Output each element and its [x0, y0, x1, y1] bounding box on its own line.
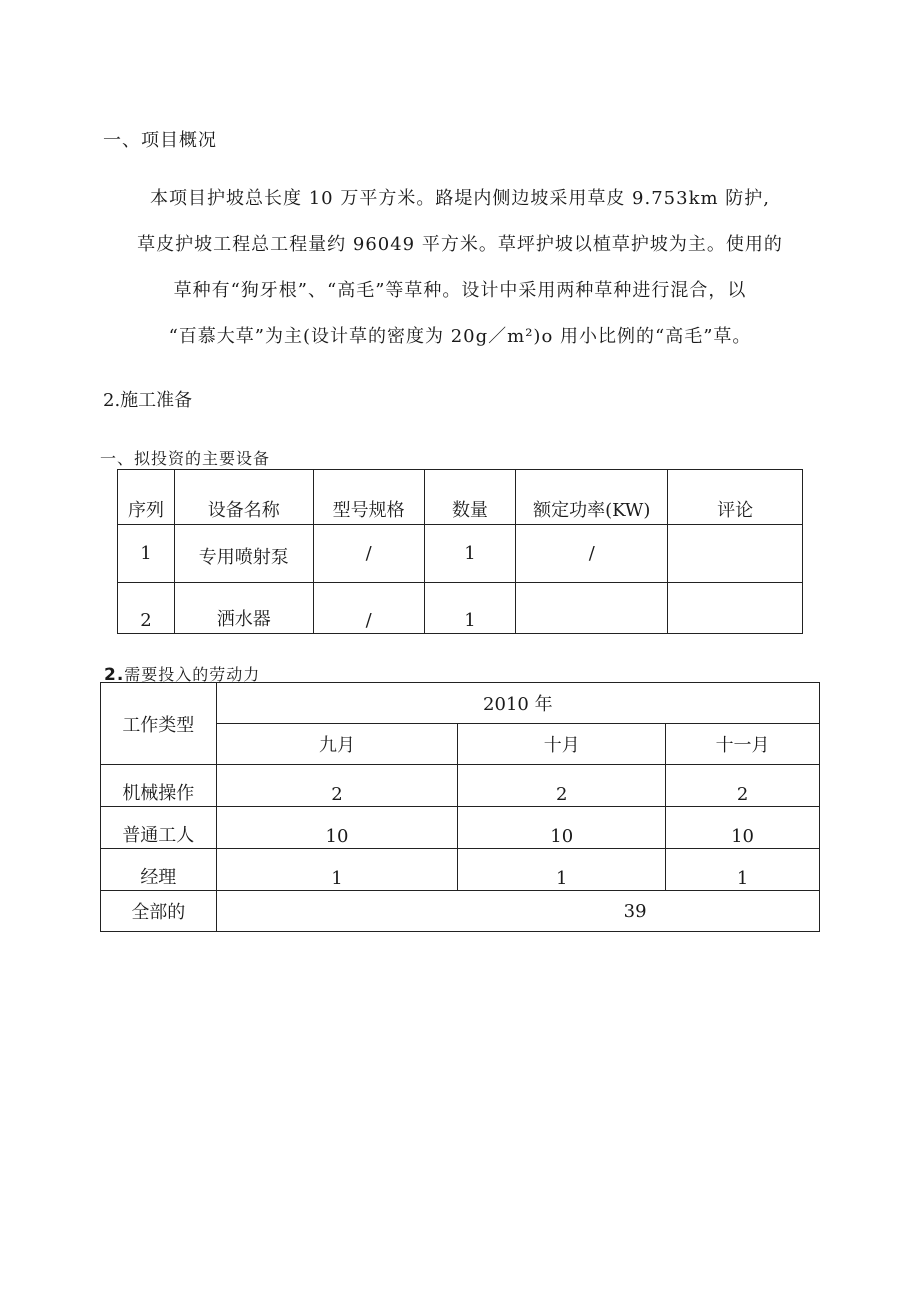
work-type-cell: 机械操作	[101, 765, 217, 807]
table-row	[101, 807, 820, 849]
equipment-header-cell: 额定功率(KW)	[516, 470, 668, 525]
overview-line-2: 草皮护坡工程总工程量约 96049 平方米。草坪护坡以植草护坡为主。使用的	[137, 234, 783, 255]
equipment-table-header-row	[118, 470, 803, 525]
total-value-cell: 39	[216, 891, 819, 932]
labor-count-cell: 2	[216, 765, 458, 807]
equipment-cell: /	[313, 525, 424, 583]
labor-caption-number: 2.	[104, 665, 125, 685]
labor-caption-text: 需要投入的劳动力	[124, 665, 261, 684]
section-heading-overview: 一、项目概况	[103, 130, 217, 151]
table-row-total	[101, 891, 820, 932]
equipment-header-cell: 评论	[668, 470, 803, 525]
equipment-header-cell: 数量	[424, 470, 516, 525]
labor-count-cell: 1	[216, 849, 458, 891]
equipment-cell: /	[516, 525, 668, 583]
labor-count-cell: 10	[216, 807, 458, 849]
equipment-cell	[668, 525, 803, 583]
table-row	[101, 765, 820, 807]
equipment-header-cell: 序列	[118, 470, 175, 525]
equipment-cell: 洒水器	[174, 583, 313, 634]
equipment-cell: 2	[118, 583, 175, 634]
equipment-cell	[516, 583, 668, 634]
total-label-cell: 全部的	[101, 891, 217, 932]
labor-count-cell: 1	[666, 849, 820, 891]
equipment-cell: 1	[424, 583, 516, 634]
table-row	[118, 525, 803, 583]
table-row	[101, 849, 820, 891]
equipment-header-cell: 设备名称	[174, 470, 313, 525]
equipment-cell	[668, 583, 803, 634]
labor-count-cell: 2	[458, 765, 666, 807]
overview-line-3: 草种有“狗牙根”、“高毛”等草种。设计中采用两种草种进行混合，以	[173, 280, 747, 301]
equipment-cell: /	[313, 583, 424, 634]
equipment-cell: 1	[118, 525, 175, 583]
equipment-cell: 1	[424, 525, 516, 583]
labor-count-cell: 2	[666, 765, 820, 807]
overview-line-4: “百慕大草”为主(设计草的密度为 20g／m²)o 用小比例的“高毛”草。	[168, 326, 752, 347]
month-header: 十月	[458, 724, 666, 765]
table-row	[118, 583, 803, 634]
work-type-header: 工作类型	[101, 683, 217, 765]
month-header: 十一月	[666, 724, 820, 765]
work-type-cell: 普通工人	[101, 807, 217, 849]
equipment-cell: 专用喷射泵	[174, 525, 313, 583]
section-heading-preparation: 2.施工准备	[103, 390, 193, 411]
work-type-cell: 经理	[101, 849, 217, 891]
month-header: 九月	[216, 724, 458, 765]
labor-count-cell: 10	[458, 807, 666, 849]
labor-count-cell: 1	[458, 849, 666, 891]
equipment-table-caption: 一、拟投资的主要设备	[100, 449, 271, 468]
labor-table	[100, 682, 820, 932]
overview-line-1: 本项目护坡总长度 10 万平方米。路堤内侧边坡采用草皮 9.753km 防护,	[149, 188, 771, 209]
labor-count-cell: 10	[666, 807, 820, 849]
equipment-header-cell: 型号规格	[313, 470, 424, 525]
year-header: 2010 年	[216, 683, 819, 724]
labor-table-header-row	[101, 683, 820, 724]
equipment-table	[117, 469, 803, 634]
